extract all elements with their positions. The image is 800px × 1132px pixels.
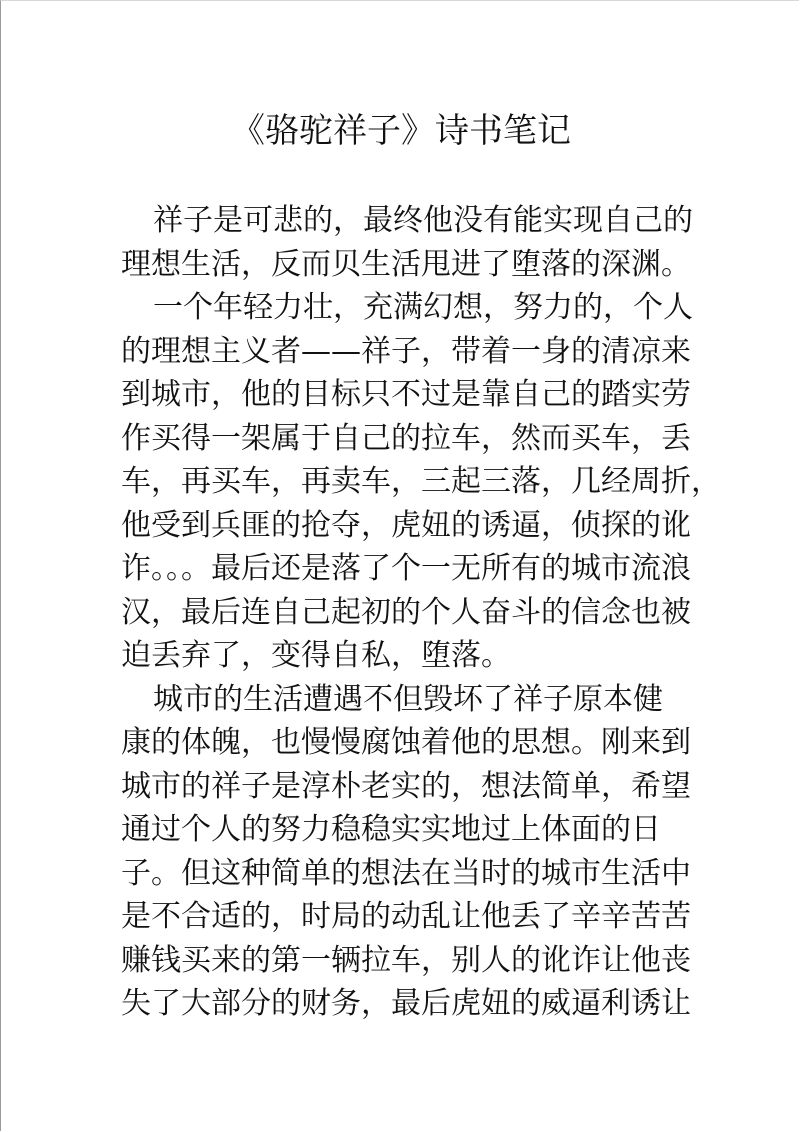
paragraph-3-line-8: 失了大部分的财务，最后虎妞的威逼利诱让 [121, 986, 691, 1021]
document-title: 《骆驼祥子》诗书笔记 [231, 111, 571, 151]
paragraph-3-line-7: 赚钱买来的第一辆拉车，别人的讹诈让他丧 [121, 942, 691, 978]
paragraph-2-line-9: 迫丢弃了，变得自私，堕落。 [121, 638, 511, 673]
paragraph-2-line-4: 作买得一架属于自己的拉车，然而买车，丢 [121, 420, 691, 456]
paragraph-1-line-2: 理想生活，反而贝生活甩进了堕落的深渊。 [121, 246, 691, 282]
paragraph-3-line-6: 是不合适的，时局的动乱让他丢了辛辛苦苦 [121, 899, 691, 934]
paragraph-2-line-2: 的理想主义者——祥子，带着一身的清凉来 [121, 333, 691, 369]
paragraph-3-line-4: 通过个人的努力稳稳实实地过上体面的日 [121, 812, 661, 847]
paragraph-3-line-5: 子。但这种简单的想法在当时的城市生活中 [121, 855, 691, 891]
paragraph-2-line-7: 诈。。。最后还是落了个一无所有的城市流浪 [121, 551, 691, 586]
paragraph-3-line-3: 城市的祥子是淳朴老实的，想法简单，希望 [121, 768, 691, 804]
document-body [121, 199, 721, 1026]
paragraph-3-line-2: 康的体魄，也慢慢腐蚀着他的思想。刚来到 [121, 725, 691, 760]
paragraph-2-line-3: 到城市，他的目标只不过是靠自己的踏实劳 [121, 377, 691, 412]
paragraph-1-line-1: 祥子是可悲的，最终他没有能实现自己的 [153, 203, 693, 238]
paragraph-3-line-1: 城市的生活遭遇不但毁坏了祥子原本健 [153, 681, 663, 717]
paragraph-2-line-6: 他受到兵匪的抢夺，虎妞的诱逼，侦探的讹 [121, 507, 691, 543]
paragraph-2-line-5: 车，再买车，再卖车，三起三落，几经周折， [121, 464, 721, 499]
paragraph-2-line-8: 汉，最后连自己起初的个人奋斗的信念也被 [121, 594, 691, 630]
paragraph-2-line-1: 一个年轻力壮，充满幻想，努力的，个人 [153, 290, 693, 325]
